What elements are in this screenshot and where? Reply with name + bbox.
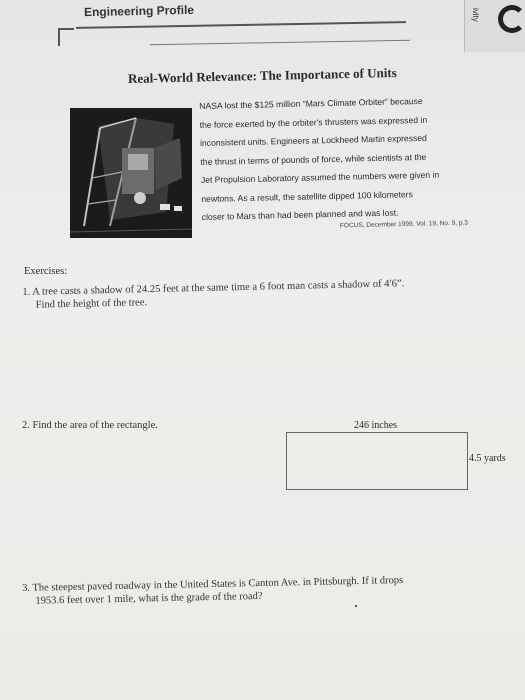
exercise-number: 3.	[22, 582, 31, 594]
exercise-3	[22, 572, 502, 608]
header-title: Engineering Profile	[83, 2, 195, 20]
side-text: ivity	[471, 8, 480, 22]
exercises-heading: Exercises:	[24, 266, 68, 277]
section-title: Real-World Relevance: The Importance of Units	[127, 64, 397, 87]
rectangle-height-label: 4.5 yards	[469, 453, 506, 464]
exercise-number: 1.	[22, 286, 31, 298]
story-source: FOCUS, December 1999, Vol. 19, No. 9, p.3	[339, 219, 468, 230]
exercise-text: A tree casts a shadow of 24.25 feet at the same time a 6 foot man casts a shadow of 4ʹ6”.	[32, 278, 405, 298]
corner-logo-icon	[498, 5, 525, 33]
pencil-mark	[355, 605, 357, 607]
exercise-text: The steepest paved roadway in the United States is Canton Ave. in Pittsburgh. If it drops	[32, 575, 404, 594]
story-line: inconsistent units. Engineers at Lockheed Martin expressed	[199, 132, 428, 148]
story-paragraph	[199, 90, 502, 226]
story-line: the force exerted by the orbiter's thrusters was expressed in	[199, 114, 428, 130]
header-rule-secondary	[150, 40, 410, 46]
exercise-text: Find the area of the rectangle.	[32, 420, 158, 431]
story-line: newtons. As a result, the satellite dipped 100 kilometers	[201, 188, 413, 204]
rectangle-figure	[286, 432, 468, 490]
exercise-2	[22, 419, 158, 432]
story-line: Jet Propulsion Laboratory assumed the numbers were given in	[200, 169, 440, 185]
exercise-text: Find the height of the tree.	[35, 297, 148, 311]
header-rule	[76, 21, 406, 29]
story-line: NASA lost the $125 million “Mars Climate Orbiter” because	[199, 95, 423, 111]
exercise-text: 1953.6 feet over 1 mile, what is the grade of the road?	[35, 590, 263, 607]
exercise-number: 2.	[22, 420, 30, 431]
orbiter-photo	[70, 108, 192, 238]
rectangle-width-label: 246 inches	[354, 420, 398, 431]
bracket-logo-icon	[58, 28, 74, 46]
story-line: closer to Mars than had been planned and was lost.	[201, 207, 399, 222]
story-line: the thrust in terms of pounds of force, while scientists at the	[200, 151, 427, 167]
exercise-1	[22, 263, 493, 312]
